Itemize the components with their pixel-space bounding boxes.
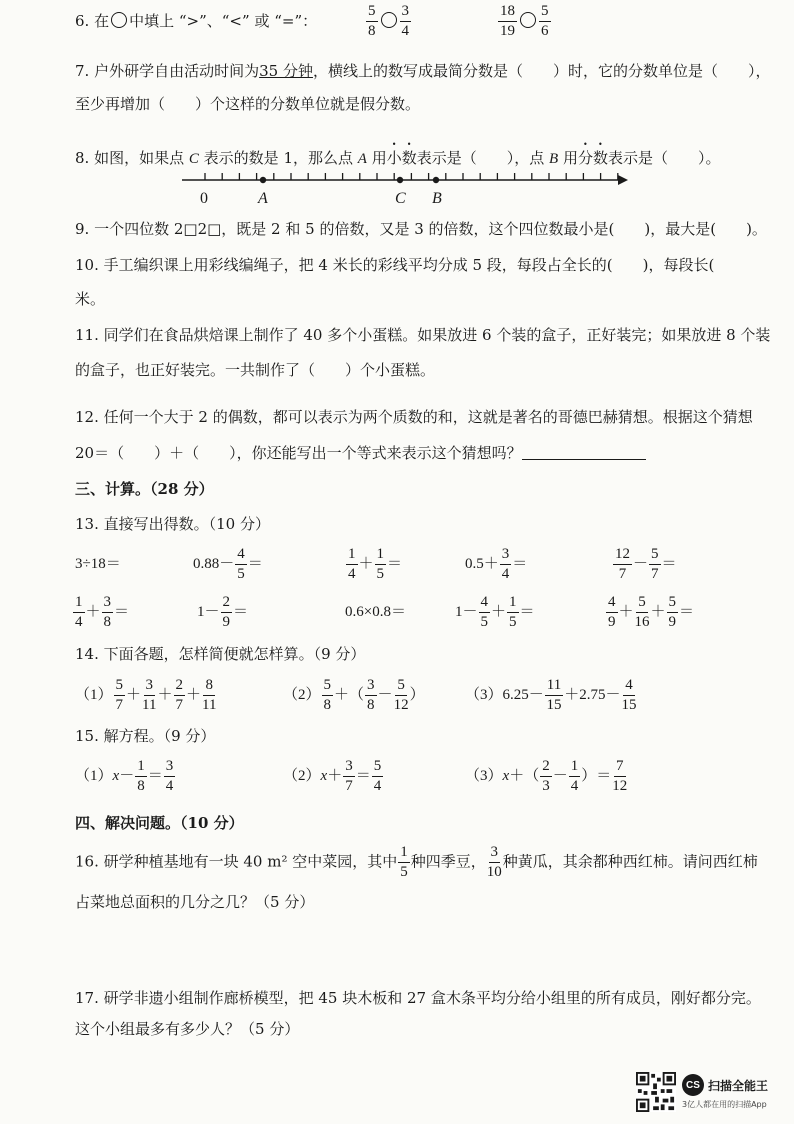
number-line-label-a: A: [258, 190, 268, 207]
q12-text: 20＝（ ）＋（ ），你还能写出一个等式来表示这个猜想吗？: [75, 444, 522, 462]
point-a-dot: [260, 177, 266, 183]
circle-icon: [111, 12, 127, 28]
camscanner-logo-icon: CS: [682, 1074, 704, 1096]
q6-prefix: 6. 在: [75, 12, 110, 30]
q7-text-c: ，横线上的数写成最简分数是（ ）时，它的分数单位是（ ），: [312, 62, 771, 80]
q12-line2: [75, 446, 646, 461]
q7-text-a: 7. 户外研学自由活动时间为: [75, 62, 260, 80]
number-line-label-b: B: [432, 190, 442, 207]
camscanner-subtitle: 3亿人都在用的扫描App: [682, 1100, 767, 1109]
q16-line1: 16. 研学种植基地有一块 40 m² 空中菜园，其中 $\frac{1}{5}$ 种四季豆， $\frac{3}{10}$ 种黄瓜，其余都种西红柿。请问西红柿: [75, 844, 758, 880]
q15-title: 15. 解方程。（9 分）: [75, 727, 216, 745]
q13-title: 13. 直接写出得数。（10 分）: [75, 515, 270, 533]
q8-emphasis-fraction: 分数: [578, 149, 609, 167]
q7-line1: [75, 64, 770, 79]
q16-line2: 占菜地总面积的几分之几？（5 分）: [75, 893, 315, 911]
q13-expr-6: $\frac{1}{4}$ ＋ $\frac{3}{8}$ ＝: [75, 594, 130, 630]
q8-emphasis-decimal: 小数: [386, 149, 417, 167]
q14-expr-3: （3）6.25－ $\frac{11}{15}$ ＋2.75－ $\frac{4}{15}$: [465, 677, 637, 713]
q10-line2: 米。: [75, 290, 106, 308]
q13-expr-1: 3÷18＝: [75, 556, 121, 572]
q14-expr-1: （1） $\frac{5}{7}$ ＋ $\frac{3}{11}$ ＋ $\frac{2}{7}$ ＋ $\frac{8}{11}$: [75, 677, 217, 713]
number-line-ticks: [205, 173, 618, 180]
q9-line: 9. 一个四位数 2□2□，既是 2 和 5 的倍数，又是 3 的倍数，这个四位数最小是( )，最大是( )。: [75, 220, 767, 238]
q14-title: 14. 下面各题，怎样简便就怎样算。（9 分）: [75, 645, 366, 663]
q6-line: [75, 12, 317, 29]
q13-expr-5: $\frac{12}{7}$ － $\frac{5}{7}$ ＝: [615, 546, 677, 582]
answer-line[interactable]: [522, 459, 646, 460]
q11-line1: 11. 同学们在食品烘焙课上制作了 40 多个小蛋糕。如果放进 6 个装的盒子，正好装完；如果放进 8 个装: [75, 326, 771, 344]
q6-instruction: 中填上 “>”、“<” 或 “=”：: [129, 12, 318, 30]
circle-icon[interactable]: [520, 12, 536, 28]
q17-line2: 这个小组最多有多少人？（5 分）: [75, 1020, 300, 1038]
q13-expr-2: 0.88－ $\frac{4}{5}$ ＝: [193, 546, 263, 582]
point-c-var: C: [188, 151, 199, 167]
section-4-title: 四、解决问题。（10 分）: [75, 814, 244, 832]
q13-expr-7: 1－ $\frac{2}{9}$ ＝: [197, 594, 249, 630]
fraction: $\frac{4}{5}$: [237, 546, 245, 582]
number-line: [178, 168, 633, 192]
q7-underlined-time: 35 分钟: [259, 62, 313, 80]
q13-expr-8: 0.6×0.8＝: [345, 604, 406, 620]
q13-expr-4: 0.5＋ $\frac{3}{4}$ ＝: [465, 546, 528, 582]
q8-text: 用: [371, 149, 387, 167]
fraction: $\frac{5}{6}$: [541, 3, 549, 39]
q15-eq-3: （3）x＋（ $\frac{2}{3}$ － $\frac{1}{4}$ ）＝ $\frac{7}{12}$: [465, 758, 628, 794]
q8-text: 表示是（ ），点: [416, 149, 545, 167]
point-b-dot: [433, 177, 439, 183]
q14-expr-2: （2） $\frac{5}{8}$ ＋（ $\frac{3}{8}$ － $\frac{5}{12}$ ）: [283, 677, 425, 713]
point-c-dot: [397, 177, 403, 183]
point-a-var: A: [357, 151, 367, 167]
point-b-var: B: [549, 151, 559, 167]
q15-eq-2: （2）x＋ $\frac{3}{7}$ ＝ $\frac{5}{4}$: [283, 758, 382, 794]
q8-text: 8. 如图，如果点: [75, 149, 185, 167]
section-3-title: 三、计算。（28 分）: [75, 480, 214, 498]
fraction: $\frac{5}{8}$: [368, 3, 376, 39]
q8-text: 表示的数是 1，那么点: [203, 149, 353, 167]
fraction: $\frac{3}{4}$: [401, 3, 409, 39]
q13-expr-10: $\frac{4}{9}$ ＋ $\frac{5}{16}$ ＋ $\frac{5}{9}$ ＝: [608, 594, 695, 630]
q13-expr-3: $\frac{1}{4}$ ＋ $\frac{1}{5}$ ＝: [348, 546, 403, 582]
q17-line1: 17. 研学非遗小组制作廊桥模型，把 45 块木板和 27 盒木条平均分给小组里的所有成员，刚好都分完。: [75, 989, 761, 1007]
number-line-arrow-icon: [618, 175, 628, 185]
circle-icon[interactable]: [381, 12, 397, 28]
q6-compare-2: [497, 4, 552, 39]
qr-code-icon: [636, 1072, 676, 1112]
q8-line: [75, 140, 721, 167]
q15-eq-1: （1）x－ $\frac{1}{8}$ ＝ $\frac{3}{4}$: [75, 758, 174, 794]
q11-line2: 的盒子，也正好装完。一共制作了（ ）个小蛋糕。: [75, 361, 436, 379]
q8-text: 用: [563, 149, 579, 167]
q8-text: 表示是（ ）。: [608, 149, 721, 167]
fraction: $\frac{18}{19}$: [500, 3, 515, 39]
q7-line2: 至少再增加（ ）个这样的分数单位就是假分数。: [75, 95, 421, 113]
q12-line1: 12. 任何一个大于 2 的偶数，都可以表示为两个质数的和，这就是著名的哥德巴赫猜想。根据这个猜想: [75, 408, 753, 426]
number-line-label-c: C: [395, 190, 406, 207]
camscanner-title: 扫描全能王: [708, 1079, 769, 1093]
q13-expr-9: 1－ $\frac{4}{5}$ ＋ $\frac{1}{5}$ ＝: [455, 594, 535, 630]
q10-line1: 10. 手工编织课上用彩线编绳子，把 4 米长的彩线平均分成 5 段，每段占全长的( )，每段长(: [75, 256, 745, 274]
q6-compare-1: [365, 4, 412, 39]
number-line-label-zero: 0: [200, 190, 208, 207]
